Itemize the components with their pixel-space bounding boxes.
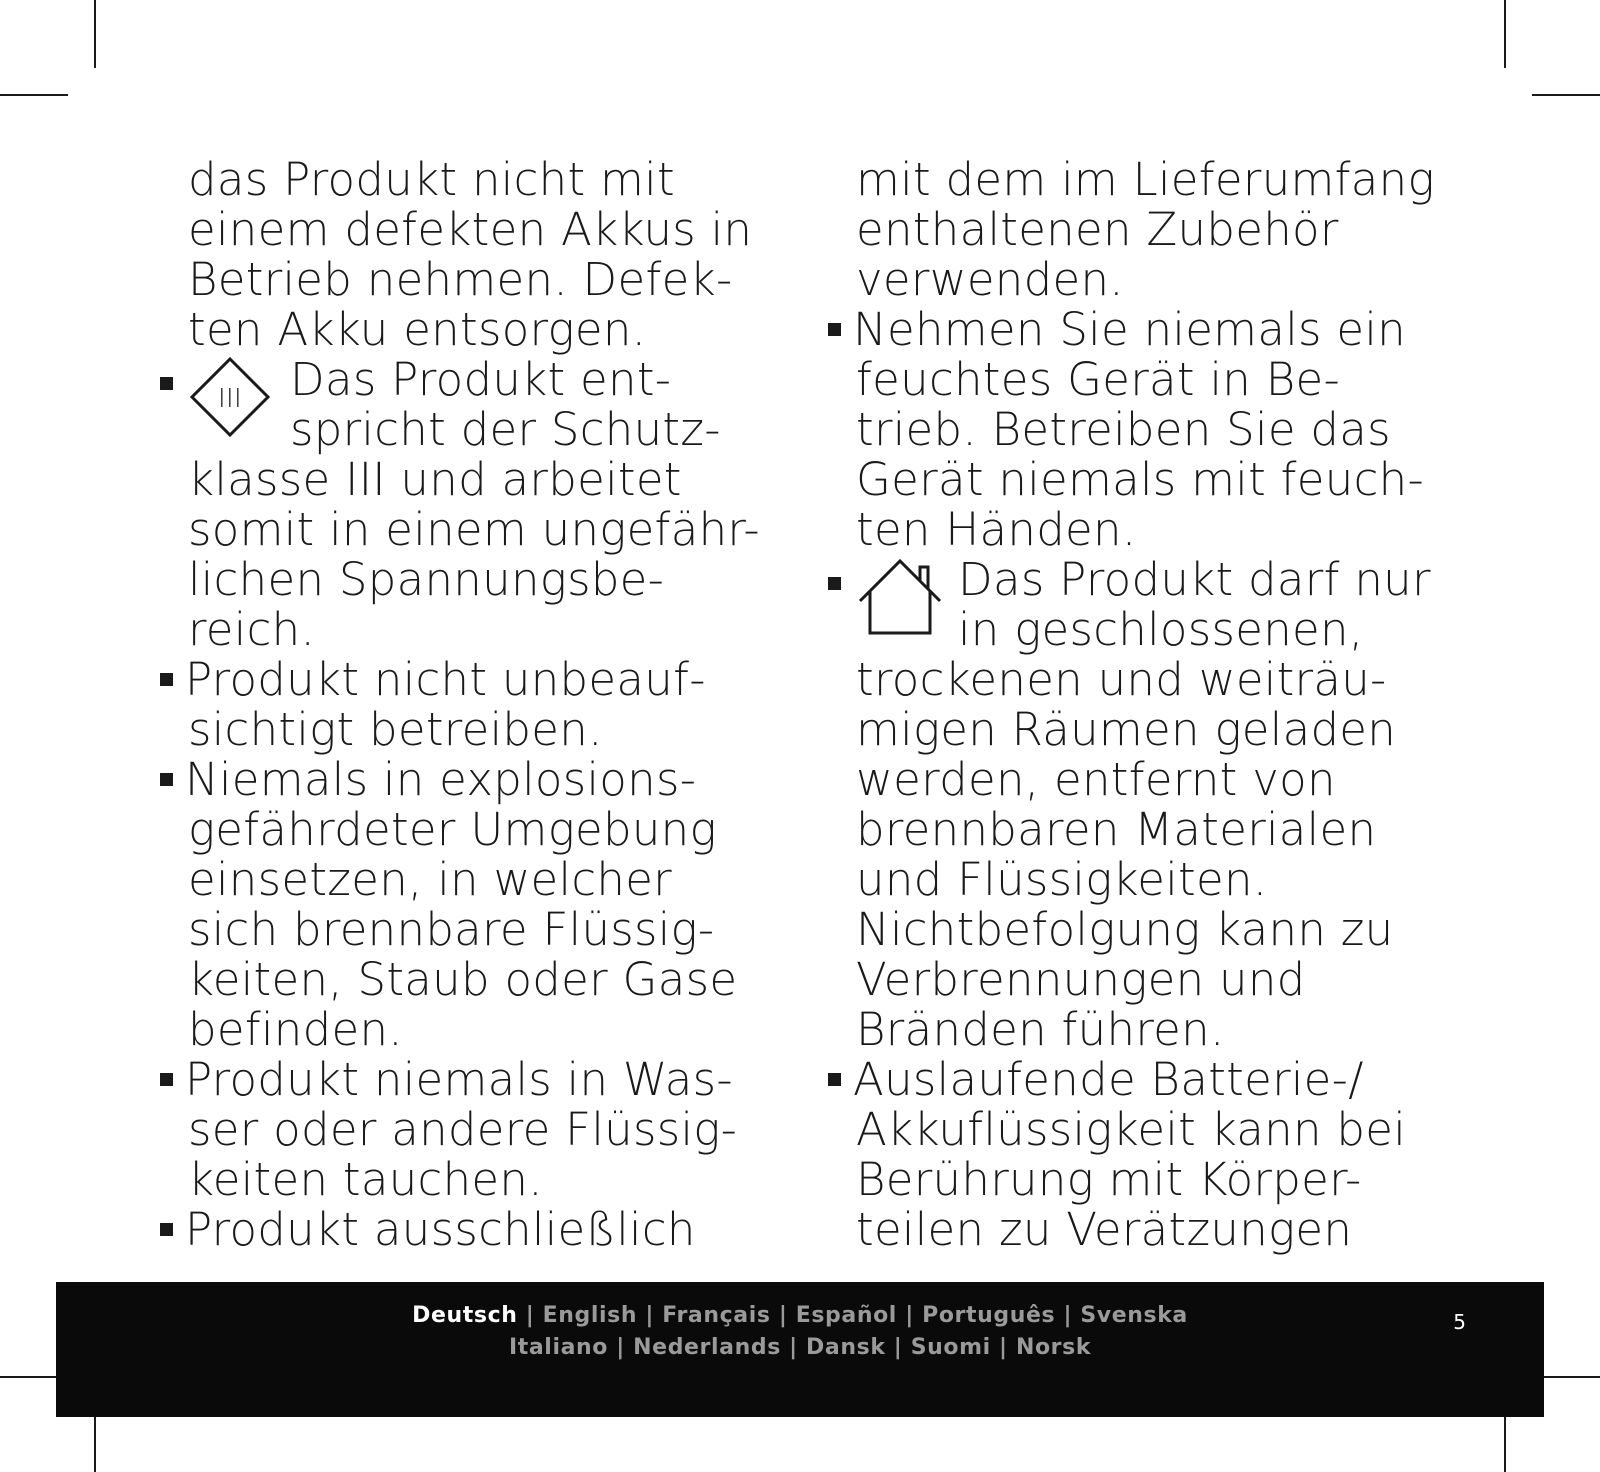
text-line: keiten tauchen.: [188, 1153, 543, 1206]
text-line: Betrieb nehmen. Defek-: [188, 253, 733, 306]
text-line: trieb. Betreiben Sie das: [856, 403, 1391, 456]
bullet-item-indoor-use: [828, 555, 1448, 605]
text-line: ten Händen.: [856, 503, 1137, 556]
text-line: enthaltenen Zubehör: [856, 203, 1339, 256]
text-line: ser oder andere Flüssig-: [188, 1103, 738, 1156]
text-line: einsetzen, in welcher: [188, 853, 672, 906]
text-line: befinden.: [188, 1003, 403, 1056]
svg-text:III: III: [218, 384, 242, 414]
text-line: Gerät niemals mit feuch-: [856, 453, 1424, 506]
crop-mark: [1504, 0, 1506, 68]
crop-mark: [0, 94, 68, 96]
text-line: Produkt ausschließlich: [185, 1203, 696, 1256]
text-line: migen Räumen geladen: [856, 703, 1397, 756]
text-line: ten Akku entsorgen.: [188, 303, 647, 356]
text-line: feuchtes Gerät in Be-: [856, 353, 1340, 406]
text-line: Bränden führen.: [856, 1003, 1225, 1056]
text-line: lichen Spannungsbe-: [188, 553, 665, 606]
bullet-item: [828, 1055, 1448, 1105]
text-line: und Flüssigkeiten.: [856, 853, 1268, 906]
text-line: in geschlossenen,: [958, 603, 1364, 656]
text-line: Verbrennungen und: [856, 953, 1306, 1006]
text-line: spricht der Schutz-: [290, 403, 721, 456]
text-line: verwenden.: [856, 253, 1124, 306]
text-line-wrap: [828, 605, 1448, 655]
text-line: klasse III und arbeitet: [188, 453, 682, 506]
text-line: somit in einem ungefähr-: [188, 503, 760, 556]
left-column: [160, 155, 780, 1255]
text-line: einem defekten Akkus in: [188, 203, 753, 256]
bullet-item: [160, 655, 780, 705]
language-line-2[interactable]: Italiano | Nederlands | Dansk | Suomi | Norsk: [508, 1335, 1092, 1360]
text-line: Produkt niemals in Was-: [185, 1053, 733, 1106]
text-line-wrap: [160, 405, 780, 455]
language-navigation: [56, 1300, 1544, 1364]
bullet-item: [160, 755, 780, 805]
text-line: Nichtbefolgung kann zu: [856, 903, 1394, 956]
text-line: reich.: [188, 603, 316, 656]
bullet-icon: [160, 673, 173, 686]
text-line: Berührung mit Körper-: [856, 1153, 1362, 1206]
language-list[interactable]: | English | Français | Español | Português | Svenska: [517, 1303, 1188, 1328]
bullet-icon: [828, 1073, 841, 1086]
bullet-item: [160, 1205, 780, 1255]
language-line-1: [56, 1300, 1544, 1332]
text-line: Nehmen Sie niemals ein: [853, 303, 1406, 356]
text-line: teilen zu Verätzungen: [856, 1203, 1353, 1256]
right-column: [828, 155, 1448, 1255]
text-line: brennbaren Materialen: [856, 803, 1377, 856]
bullet-icon: [160, 1073, 173, 1086]
text-line: trockenen und weiträu-: [856, 653, 1387, 706]
bullet-icon: [160, 773, 173, 786]
text-line: sich brennbare Flüssig-: [188, 903, 715, 956]
text-line: gefährdeter Umgebung: [188, 803, 717, 856]
text-line: werden, entfernt von: [856, 753, 1336, 806]
page-number: 5: [1453, 1310, 1466, 1334]
text-line: sichtigt betreiben.: [188, 703, 603, 756]
bullet-icon: [160, 1223, 173, 1236]
text-line: Produkt nicht unbeauf-: [185, 653, 706, 706]
text-line: mit dem im Lieferumfang: [856, 153, 1435, 206]
bullet-item-protection-class: [160, 353, 780, 414]
text-line: Akkuflüssigkeit kann bei: [856, 1103, 1407, 1156]
bullet-icon: [828, 577, 841, 590]
crop-mark: [1532, 94, 1600, 96]
text-line: Das Produkt ent-: [290, 353, 672, 406]
bullet-icon: [828, 323, 841, 336]
footer-bar: [56, 1282, 1544, 1417]
bullet-icon: [160, 377, 173, 390]
text-line: Niemals in explosions-: [185, 753, 697, 806]
bullet-item: [160, 1055, 780, 1105]
crop-mark: [94, 0, 96, 68]
language-current[interactable]: Deutsch: [412, 1303, 518, 1328]
bullet-item: [828, 305, 1448, 355]
text-line: Das Produkt darf nur: [958, 553, 1431, 606]
text-line: Auslaufende Batterie-/: [853, 1053, 1364, 1106]
text-line: das Produkt nicht mit: [188, 153, 675, 206]
text-line: keiten, Staub oder Gase: [188, 953, 738, 1006]
